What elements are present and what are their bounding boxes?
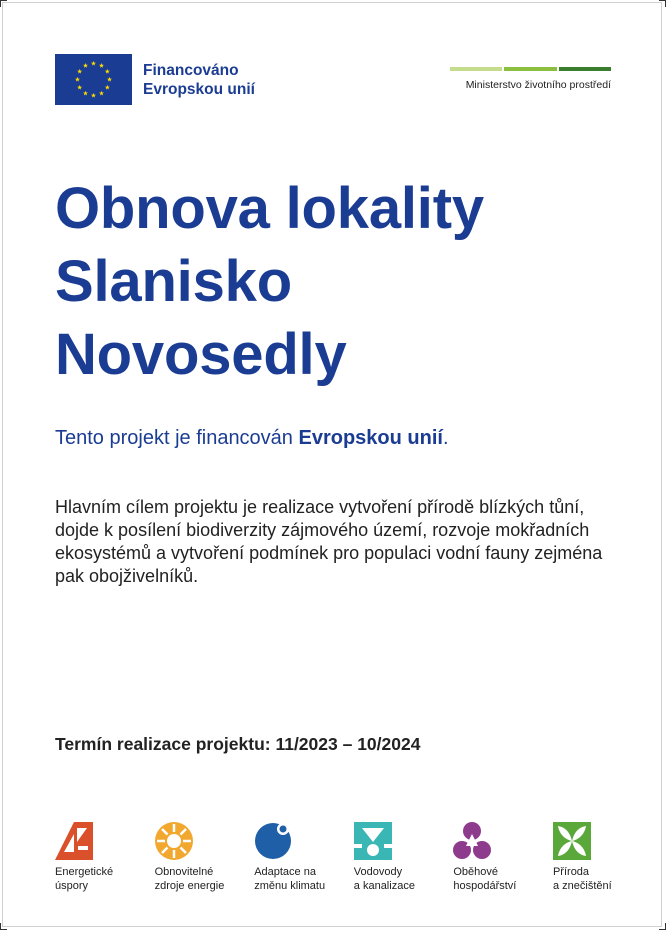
energy-savings-icon xyxy=(55,822,93,860)
eu-star xyxy=(77,69,82,74)
eu-flag-icon xyxy=(55,54,132,105)
eu-funding-logo xyxy=(55,54,255,105)
page-border xyxy=(2,2,662,927)
icon-label-renewable: Obnovitelné zdroje energie xyxy=(154,866,225,892)
eu-star xyxy=(77,85,82,90)
title-line-2: Slanisko xyxy=(55,249,292,314)
circular-economy-icon xyxy=(453,822,491,860)
project-term: Termín realizace projektu: 11/2023 – 10/2024 xyxy=(55,734,421,754)
ministry-bar xyxy=(559,67,611,71)
eu-star xyxy=(83,63,88,68)
eu-label-line2: Evropskou unií xyxy=(143,80,255,98)
page-title xyxy=(55,172,484,391)
eu-star xyxy=(99,63,104,68)
eu-star xyxy=(105,85,110,90)
crop-mark-top-left xyxy=(0,0,7,7)
eu-star xyxy=(75,77,80,82)
eu-star xyxy=(105,69,110,74)
icon-label-climate: Adaptace na změnu klimatu xyxy=(254,866,326,892)
title-line-3: Novosedly xyxy=(55,322,347,387)
ministry-bar xyxy=(450,67,502,71)
ministry-name: Ministerstvo životního prostředí xyxy=(465,79,611,91)
renewable-energy-icon xyxy=(155,822,193,860)
crop-mark-bottom-left xyxy=(0,923,7,930)
icon-item-circular xyxy=(453,822,553,893)
crop-mark-bottom-right xyxy=(659,923,666,930)
icon-label-circular: Oběhové hospodářství xyxy=(453,866,517,892)
icon-item-energy xyxy=(55,822,155,893)
eu-star xyxy=(107,77,112,82)
eu-star xyxy=(91,61,96,66)
icon-label-water: Vodovody a kanalizace xyxy=(353,866,415,892)
eu-star xyxy=(91,93,96,98)
icon-item-climate xyxy=(254,822,354,893)
icon-label-nature: Příroda a znečištění xyxy=(552,866,612,892)
funding-prefix: Tento projekt je financován xyxy=(55,427,299,449)
eu-label-line1: Financováno xyxy=(143,61,239,79)
ministry-color-bars xyxy=(450,67,611,71)
crop-mark-top-right xyxy=(659,0,666,7)
climate-adaptation-icon xyxy=(254,822,292,860)
project-description: Hlavním cílem projektu je realizace vytvoření přírodě blízkých tůní, dojde k posílení biodiverzity zájmového území, rozvoje mokřadních ekosystémů a vytvoření podmínek pro populaci vodní fauny zejména pak obojživelníků. xyxy=(55,497,603,586)
ministry-logo xyxy=(450,67,611,91)
program-icons xyxy=(55,822,653,893)
icon-label-energy: Energetické úspory xyxy=(55,866,114,892)
eu-star xyxy=(99,91,104,96)
nature-pollution-icon xyxy=(553,822,591,860)
funding-statement xyxy=(55,427,449,450)
eu-funding-label xyxy=(143,61,255,99)
icon-item-water xyxy=(354,822,454,893)
ministry-bar xyxy=(504,67,556,71)
funding-emphasis: Evropskou unií xyxy=(298,427,443,449)
icon-item-renewable xyxy=(155,822,255,893)
icon-item-nature xyxy=(553,822,653,893)
eu-star xyxy=(83,91,88,96)
water-sewerage-icon xyxy=(354,822,392,860)
funding-suffix: . xyxy=(442,427,449,449)
title-line-1: Obnova lokality xyxy=(55,176,484,241)
